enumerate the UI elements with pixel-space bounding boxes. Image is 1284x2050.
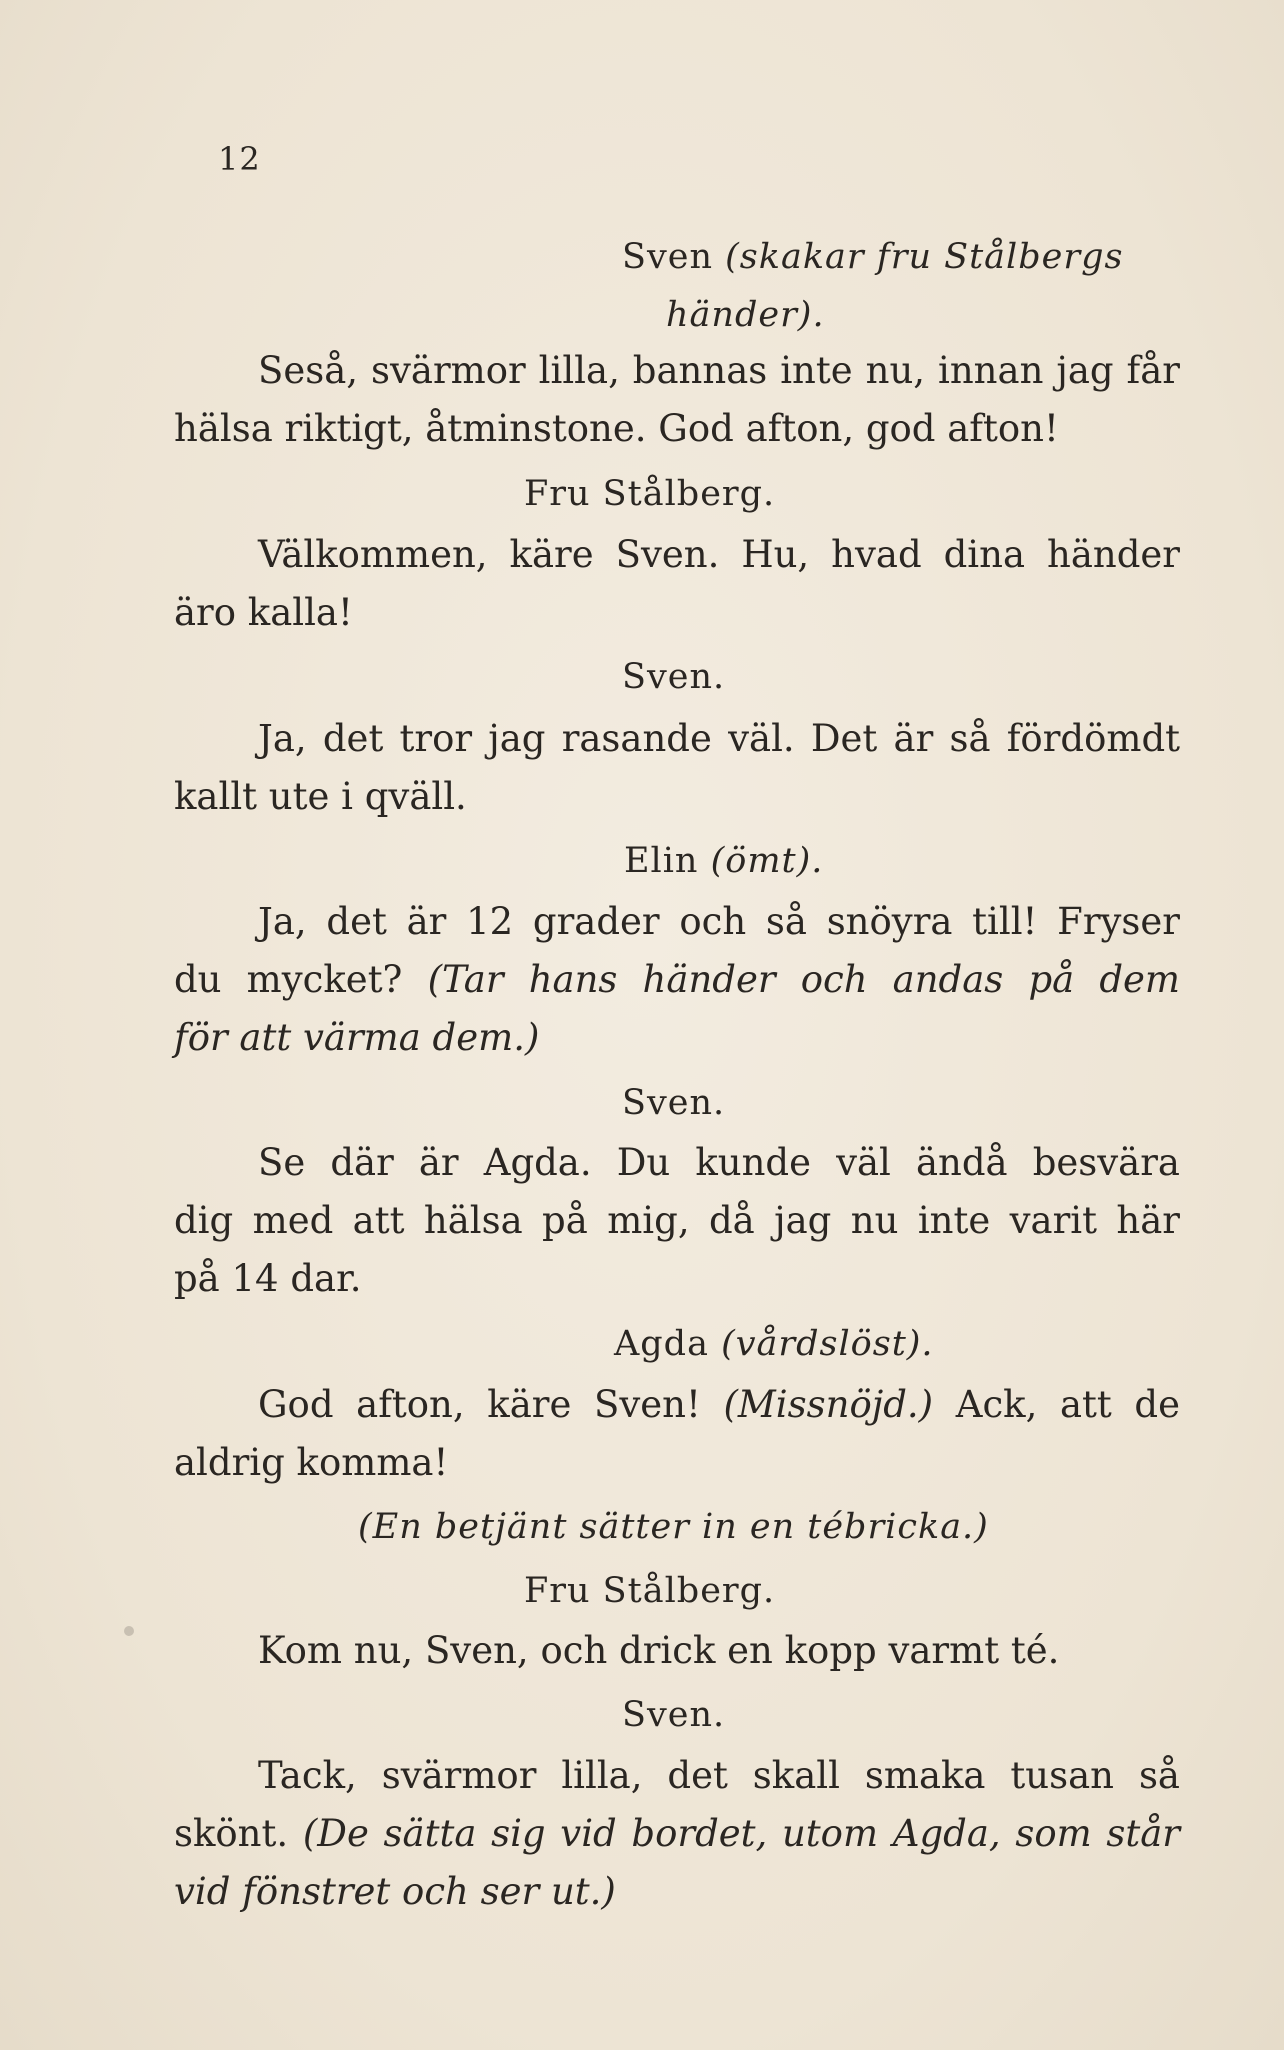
- speech-line: [174, 951, 1180, 1009]
- speaker-name: Sven: [622, 237, 714, 277]
- speaker-heading: [622, 228, 1123, 286]
- speech-line: hälsa riktigt, åtminstone. God afton, god afton!: [174, 407, 1059, 450]
- speaker-heading: [614, 1315, 934, 1373]
- speech-line: Seså, svärmor lilla, bannas inte nu, innan jag får: [258, 349, 1180, 392]
- speaker-heading: Fru Stålberg.: [524, 474, 776, 514]
- speech-line: äro kalla!: [174, 591, 353, 634]
- speech-line: dig med att hälsa på mig, då jag nu inte varit här: [174, 1199, 1180, 1242]
- speaker-heading: Sven.: [622, 1083, 726, 1123]
- stage-direction: (skakar fru Stålbergs: [725, 237, 1124, 277]
- speech-text: Ack, att de: [955, 1383, 1180, 1426]
- stage-direction: (Missnöjd.): [723, 1383, 934, 1426]
- stage-direction: för att värma dem.): [174, 1016, 540, 1059]
- speech-line: kallt ute i qväll.: [174, 775, 467, 818]
- speech-line: Se där är Agda. Du kunde väl ändå besvära: [258, 1141, 1180, 1184]
- speech-line: Välkommen, käre Sven. Hu, hvad dina händer: [258, 533, 1180, 576]
- speech-line: Kom nu, Sven, och drick en kopp varmt té.: [258, 1629, 1060, 1672]
- speaker-heading: Sven.: [622, 657, 726, 697]
- speech-text: skönt.: [174, 1812, 289, 1855]
- paper-spot: [124, 1626, 134, 1636]
- stage-direction: (De sätta sig vid bordet, utom Agda, som står: [302, 1812, 1180, 1855]
- stage-direction: händer).: [666, 295, 825, 335]
- speech-line: [174, 1805, 1180, 1863]
- speech-line: Ja, det är 12 grader och så snöyra till! Fryser: [258, 900, 1180, 943]
- stage-direction: (vårdslöst).: [721, 1324, 934, 1364]
- speech-text: God afton, käre Sven!: [258, 1383, 701, 1426]
- speech-line: [258, 1376, 1180, 1434]
- speaker-heading: Sven.: [622, 1695, 726, 1735]
- speech-line: Tack, svärmor lilla, det skall smaka tusan så: [258, 1754, 1180, 1797]
- speech-line: aldrig komma!: [174, 1441, 449, 1484]
- stage-direction: vid fönstret och ser ut.): [174, 1870, 616, 1913]
- speech-line: på 14 dar.: [174, 1257, 362, 1300]
- speech-text: du mycket?: [174, 958, 403, 1001]
- speaker-name: Agda: [614, 1324, 709, 1364]
- speaker-heading: [624, 832, 823, 890]
- stage-direction: (ömt).: [710, 841, 824, 881]
- speaker-name: Elin: [624, 841, 699, 881]
- stage-direction: (En betjänt sätter in en tébricka.): [358, 1507, 989, 1547]
- speech-line: Ja, det tror jag rasande väl. Det är så fördömdt: [258, 717, 1180, 760]
- stage-direction: (Tar hans händer och andas på dem: [427, 958, 1181, 1001]
- speaker-heading: Fru Stålberg.: [524, 1571, 776, 1611]
- page-number: 12: [218, 140, 261, 178]
